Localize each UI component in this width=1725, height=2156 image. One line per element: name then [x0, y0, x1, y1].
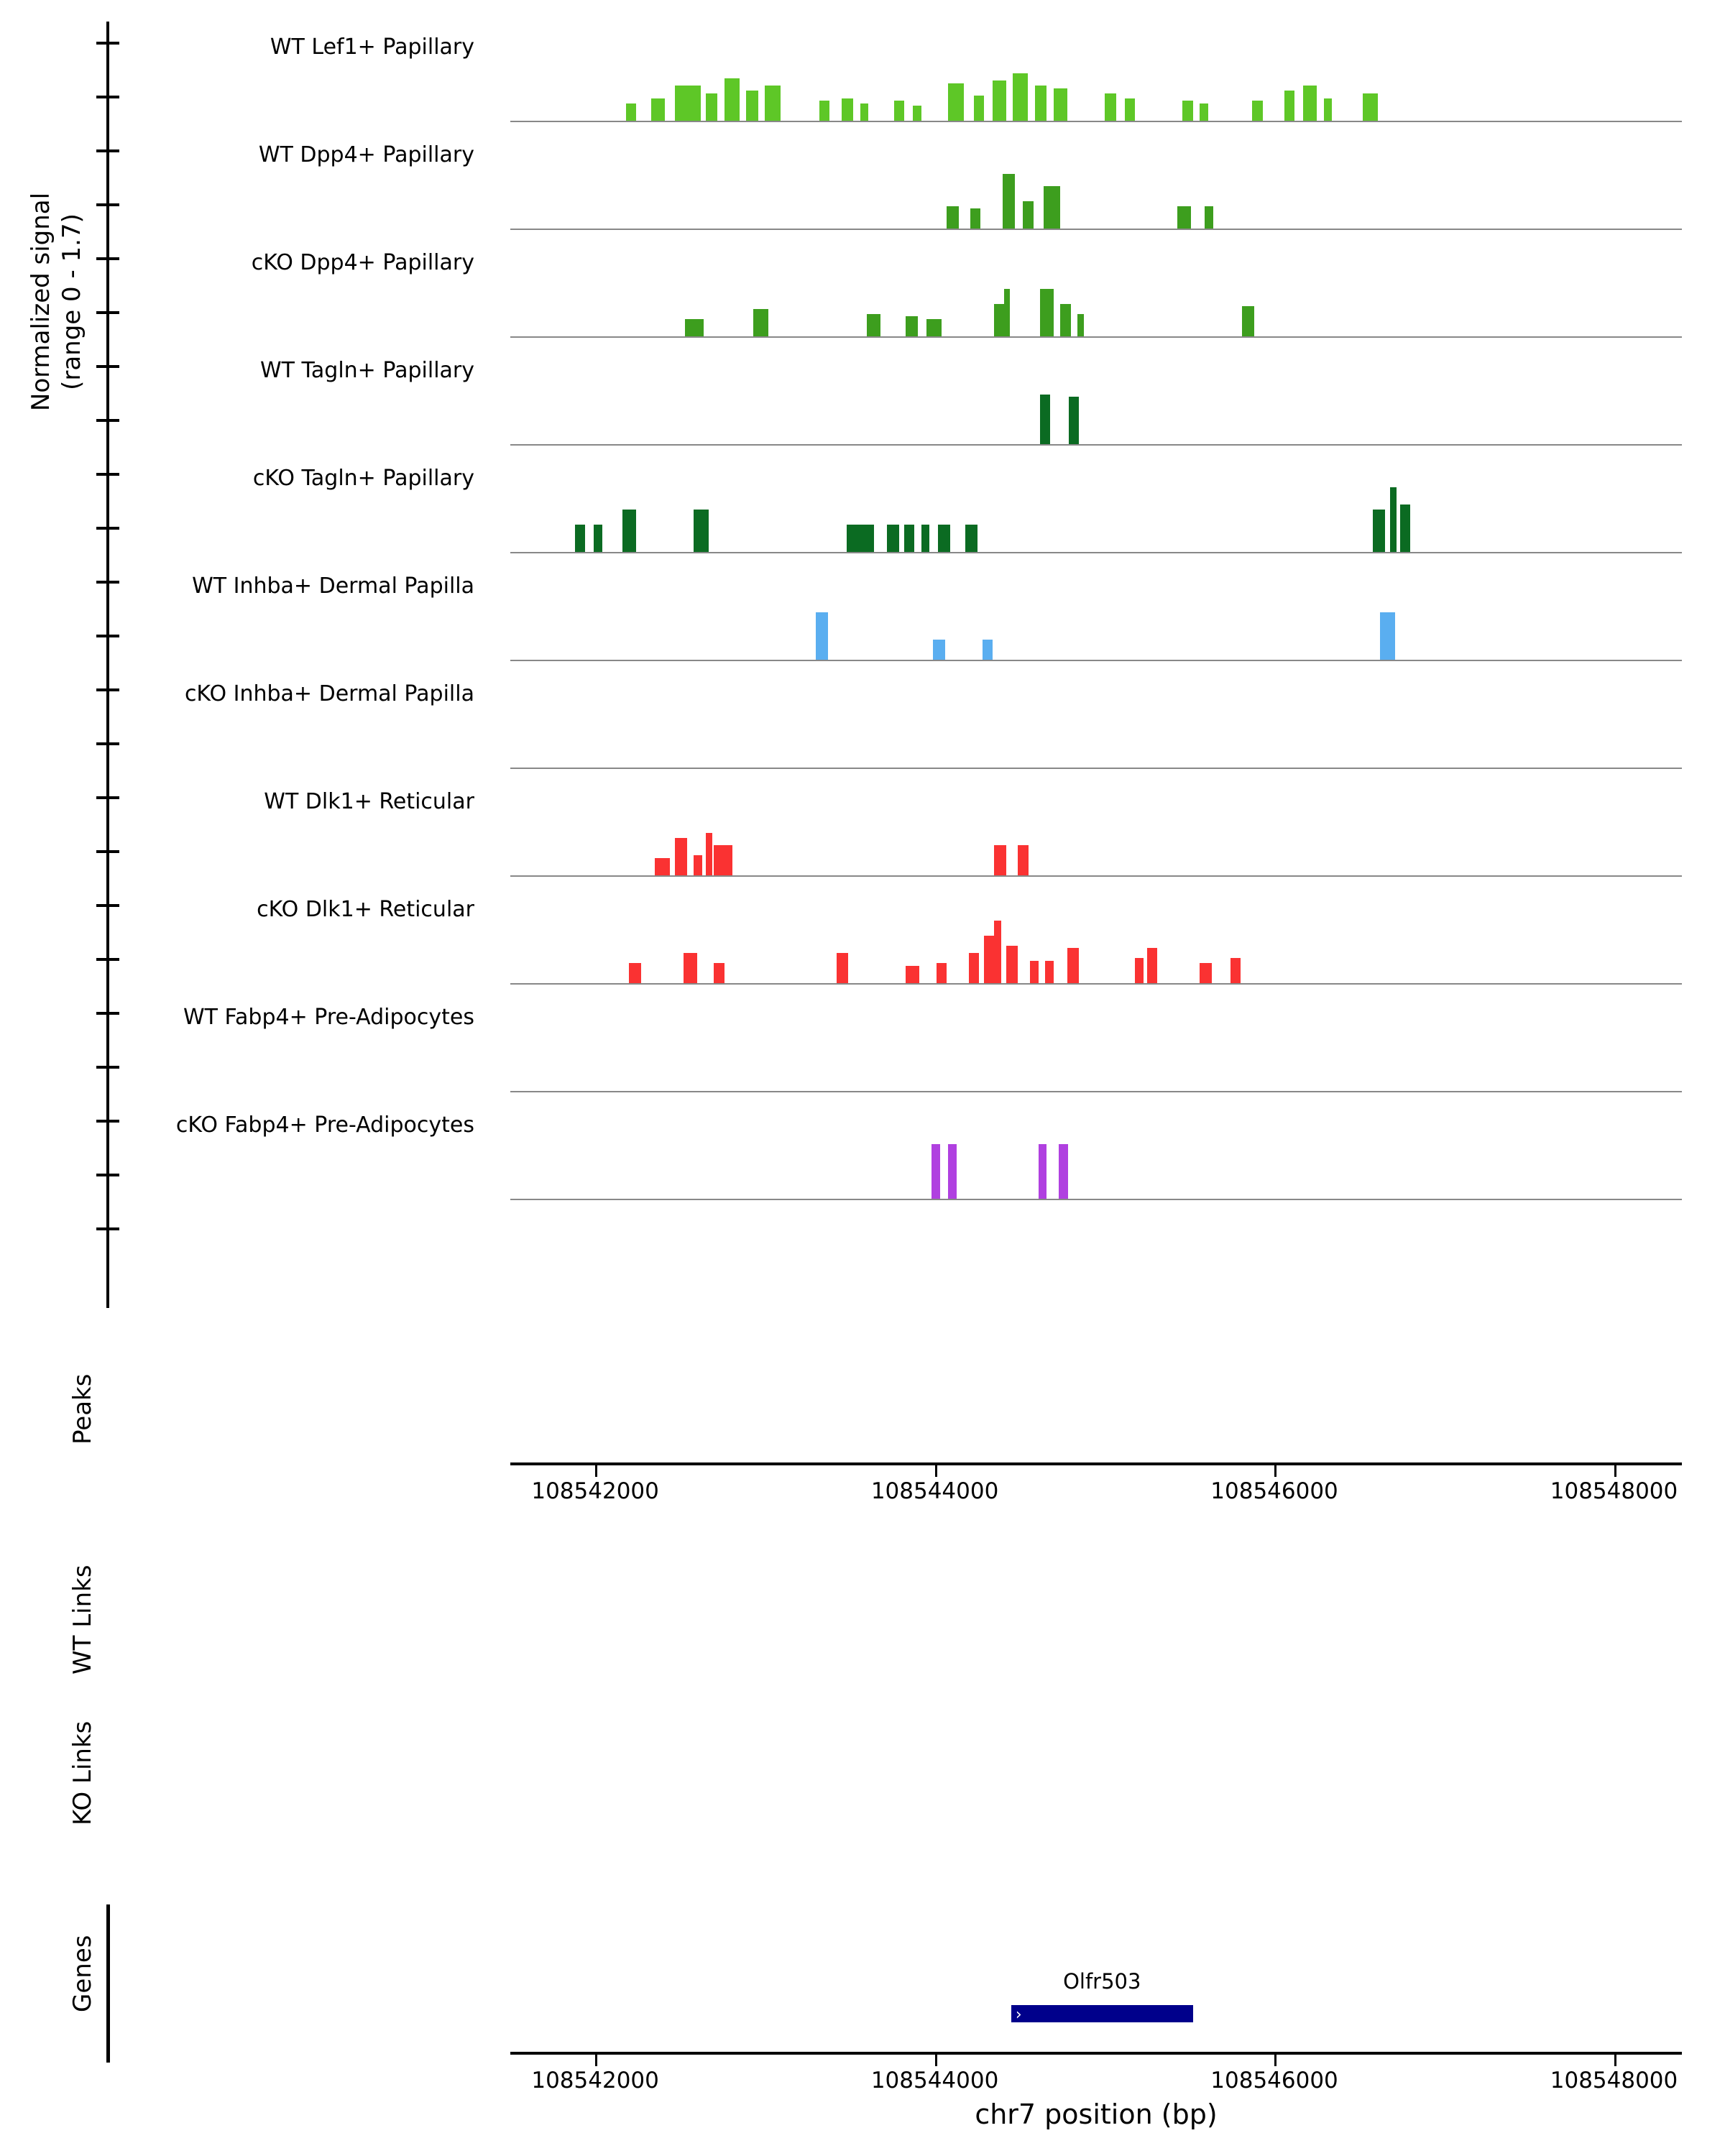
signal-peak	[1363, 93, 1378, 121]
signal-peak	[1303, 86, 1317, 121]
gene-label: Olfr503	[1063, 1969, 1141, 1994]
axis-tick-label: 108548000	[1550, 2068, 1678, 2093]
signal-peak	[1182, 101, 1192, 121]
signal-peak	[655, 858, 670, 875]
signal-peak	[1059, 1144, 1068, 1199]
signal-peak	[594, 525, 602, 552]
signal-peak	[684, 953, 697, 983]
signal-peak	[1242, 306, 1254, 336]
axis-line	[510, 1462, 1682, 1465]
track-label: WT Inhba+ Dermal Papilla	[192, 573, 474, 599]
axis-tick	[96, 419, 119, 422]
signal-peak	[1400, 505, 1410, 552]
signal-peak	[926, 319, 942, 336]
signal-peak	[1125, 98, 1135, 121]
track-baseline	[510, 983, 1682, 985]
signal-peak	[629, 963, 641, 983]
track-baseline	[510, 552, 1682, 553]
signal-peak	[816, 612, 828, 660]
signal-peak	[694, 855, 702, 875]
signal-peak	[1177, 206, 1191, 229]
axis-tick-label: 108542000	[531, 2068, 659, 2093]
signal-peak	[675, 86, 700, 121]
signal-peak	[765, 86, 780, 121]
track-baseline	[510, 1091, 1682, 1092]
track-label: cKO Fabp4+ Pre-Adipocytes	[175, 1112, 474, 1138]
axis-tick	[595, 1465, 597, 1477]
signal-peak	[1284, 91, 1294, 121]
signal-peak	[1035, 86, 1047, 121]
signal-peak	[675, 838, 687, 875]
signal-peak	[867, 314, 880, 336]
signal-peak	[937, 963, 947, 983]
signal-peak	[948, 83, 963, 121]
axis-tick	[1274, 2055, 1276, 2066]
track-baseline	[510, 768, 1682, 769]
signal-peak	[1324, 98, 1333, 121]
track-baseline	[510, 121, 1682, 122]
signal-peak	[1077, 314, 1084, 336]
axis-tick	[595, 2055, 597, 2066]
signal-peak	[969, 953, 979, 983]
axis-tick	[1614, 2055, 1616, 2066]
signal-peak	[1373, 510, 1385, 552]
signal-peak	[948, 1144, 957, 1199]
signal-peak	[1205, 206, 1213, 229]
signal-peak	[1147, 948, 1157, 983]
signal-peak	[860, 103, 869, 121]
axis-tick	[96, 958, 119, 961]
axis-tick	[96, 96, 119, 98]
track-label: cKO Dpp4+ Papillary	[251, 250, 474, 275]
track-label: WT Tagln+ Papillary	[260, 358, 474, 383]
axis-tick	[96, 850, 119, 853]
gene-strand-arrow: ›	[1015, 2006, 1022, 2024]
track-baseline	[510, 1199, 1682, 1200]
signal-peak	[1060, 304, 1070, 336]
signal-peak	[932, 1144, 940, 1199]
signal-peak	[706, 833, 712, 875]
signal-peak	[947, 206, 959, 229]
genes-axis-rail	[106, 1904, 110, 2063]
signal-peak	[983, 640, 993, 660]
signal-peak	[626, 103, 636, 121]
signal-peak	[913, 106, 921, 121]
signal-peak	[994, 845, 1006, 875]
axis-tick	[96, 635, 119, 637]
signal-peak	[938, 525, 950, 552]
signal-peak	[965, 525, 978, 552]
signal-peak	[724, 78, 740, 121]
signal-peak	[1040, 289, 1054, 336]
x-axis-title: chr7 position (bp)	[975, 2099, 1218, 2130]
signal-peak	[842, 98, 854, 121]
axis-tick	[935, 2055, 937, 2066]
signal-peak	[993, 80, 1006, 121]
axis-tick	[96, 311, 119, 314]
signal-peak	[1003, 174, 1015, 229]
signal-peak	[714, 845, 732, 875]
signal-peak	[1200, 963, 1212, 983]
track-baseline	[510, 444, 1682, 446]
track-baseline	[510, 660, 1682, 661]
signal-peak	[1067, 948, 1080, 983]
signal-peak	[1044, 186, 1061, 229]
signal-peak	[970, 208, 980, 229]
signal-peak	[1039, 1144, 1047, 1199]
axis-line	[510, 2052, 1682, 2055]
axis-tick-label: 108548000	[1550, 1478, 1678, 1504]
track-label: WT Dlk1+ Reticular	[264, 789, 474, 814]
section-label-wt-links: WT Links	[68, 1565, 97, 1674]
signal-peak	[1004, 289, 1009, 336]
signal-peak	[1013, 73, 1028, 121]
track-baseline	[510, 875, 1682, 877]
signal-peak	[1230, 958, 1241, 983]
signal-peak	[1023, 201, 1033, 229]
axis-tick	[96, 1227, 119, 1230]
signal-peak	[685, 319, 704, 336]
y-axis-title-line1: Normalized signal	[27, 192, 55, 412]
signal-peak	[974, 96, 984, 121]
axis-tick	[1274, 1465, 1276, 1477]
signal-peak	[694, 510, 709, 552]
track-label: WT Lef1+ Papillary	[270, 34, 474, 60]
signal-peak	[1018, 845, 1028, 875]
track-label: cKO Tagln+ Papillary	[252, 466, 474, 491]
signal-peak	[1252, 101, 1262, 121]
signal-peak	[1105, 93, 1117, 121]
y-axis-title-line2: (range 0 - 1.7)	[57, 213, 86, 390]
axis-tick	[96, 203, 119, 206]
signal-peak	[1200, 103, 1208, 121]
signal-peak	[753, 309, 768, 336]
signal-peak	[921, 525, 930, 552]
axis-tick	[96, 527, 119, 530]
track-label: cKO Dlk1+ Reticular	[257, 897, 474, 922]
track-baseline	[510, 336, 1682, 338]
axis-tick	[1614, 1465, 1616, 1477]
signal-peak	[714, 963, 724, 983]
signal-peak	[904, 525, 914, 552]
axis-tick	[96, 742, 119, 745]
track-label: WT Fabp4+ Pre-Adipocytes	[183, 1005, 474, 1030]
section-label-peaks: Peaks	[68, 1373, 97, 1445]
signal-peak	[906, 966, 919, 983]
signal-peak	[706, 93, 718, 121]
signal-peak	[1069, 397, 1079, 444]
signal-peak	[1380, 612, 1395, 660]
signal-peak	[837, 953, 849, 983]
signal-peak	[847, 525, 874, 552]
signal-peak	[1006, 946, 1018, 983]
signal-peak	[622, 510, 636, 552]
gene-body	[1011, 2005, 1193, 2022]
axis-tick-label: 108546000	[1210, 2068, 1338, 2093]
axis-tick-label: 108546000	[1210, 1478, 1338, 1504]
section-label-genes: Genes	[68, 1935, 97, 2012]
axis-tick	[935, 1465, 937, 1477]
signal-peak	[1054, 88, 1067, 121]
signal-peak	[819, 101, 829, 121]
signal-peak	[933, 640, 945, 660]
axis-tick-label: 108544000	[870, 1478, 999, 1504]
track-baseline	[510, 229, 1682, 230]
signal-peak	[887, 525, 899, 552]
axis-tick-label: 108542000	[531, 1478, 659, 1504]
signal-peak	[575, 525, 585, 552]
signal-peak	[994, 921, 1000, 983]
signal-peak	[651, 98, 665, 121]
track-label: cKO Inhba+ Dermal Papilla	[184, 681, 474, 706]
axis-tick-label: 108544000	[870, 2068, 999, 2093]
axis-tick	[96, 1174, 119, 1176]
signal-peak	[1390, 487, 1397, 552]
signal-peak	[1045, 961, 1054, 983]
signal-peak	[746, 91, 758, 121]
track-label: WT Dpp4+ Papillary	[258, 142, 474, 167]
section-label-ko-links: KO Links	[68, 1720, 97, 1825]
signal-peak	[906, 316, 918, 336]
signal-peak	[1040, 395, 1050, 444]
axis-tick	[96, 1066, 119, 1069]
signal-peak	[894, 101, 904, 121]
signal-peak	[1135, 958, 1144, 983]
signal-peak	[1030, 961, 1039, 983]
